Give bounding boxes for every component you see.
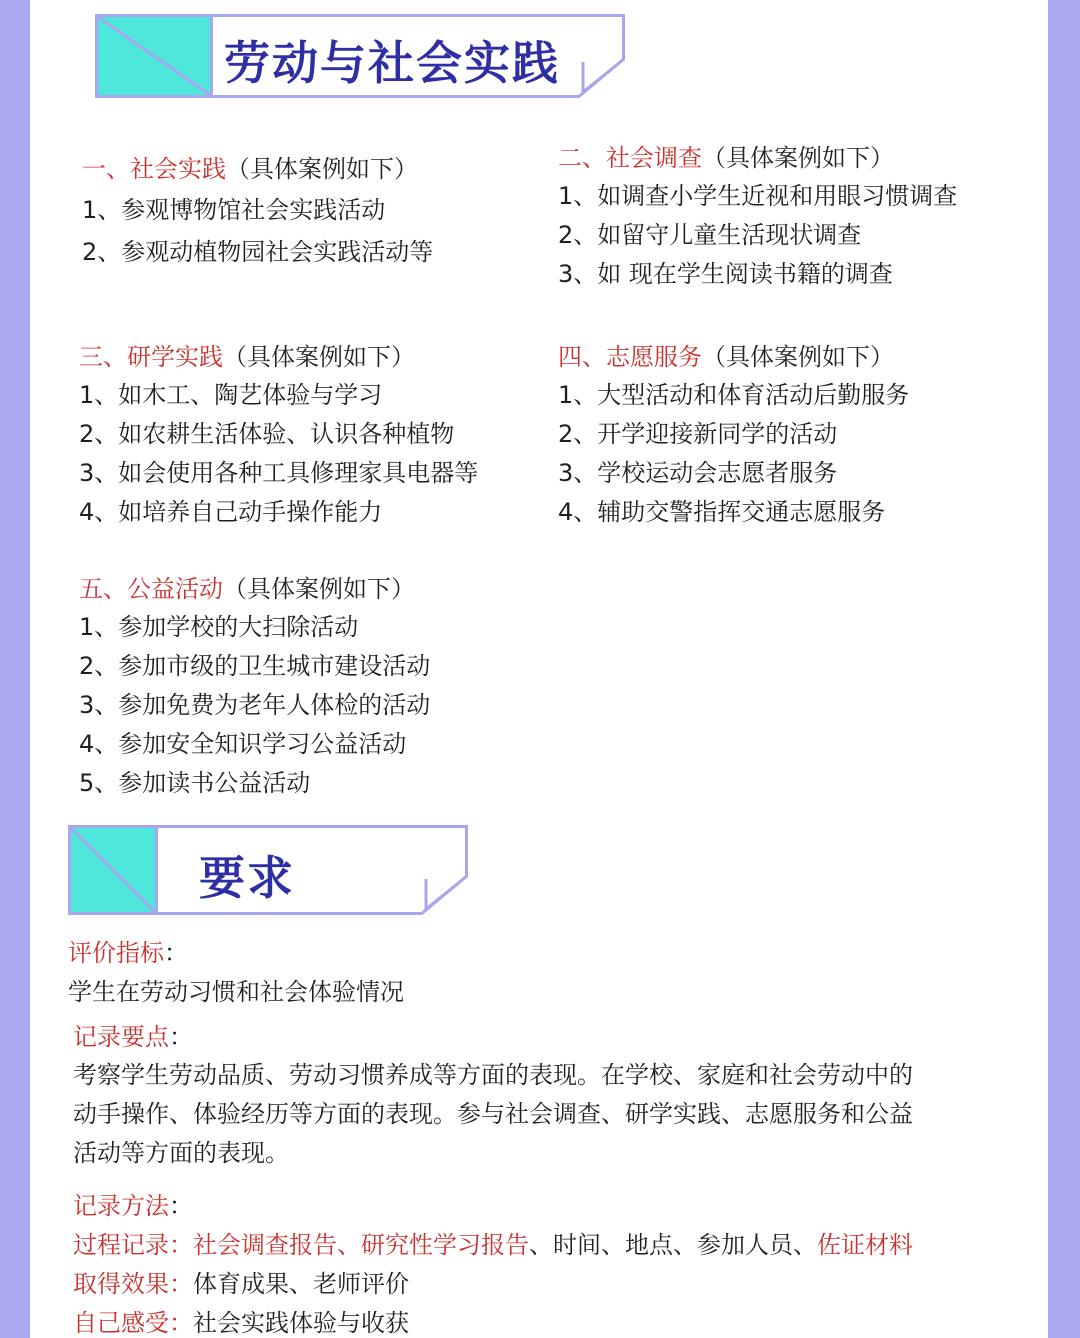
list-item: 1、如调查小学生近视和用眼习惯调查: [558, 182, 958, 210]
banner-fold-corner: [420, 875, 468, 915]
section-title: 五、公益活动（具体案例如下）: [79, 575, 415, 603]
list-item: 2、参观动植物园社会实践活动等: [82, 238, 434, 266]
section-title: 一、社会实践（具体案例如下）: [82, 155, 418, 183]
eval-label: 评价指标：: [68, 939, 188, 967]
page-title: 劳动与社会实践: [224, 36, 560, 90]
list-item: 1、参加学校的大扫除活动: [79, 613, 359, 641]
list-item: 2、开学迎接新同学的活动: [558, 420, 838, 448]
effect-line: 取得效果：体育成果、老师评价: [73, 1270, 409, 1298]
title-banner: [95, 14, 625, 98]
list-item: 3、如 现在学生阅读书籍的调查: [558, 260, 893, 288]
list-item: 3、参加免费为老年人体检的活动: [79, 691, 431, 719]
list-item: 2、如农耕生活体验、认识各种植物: [79, 420, 455, 448]
list-item: 2、如留守儿童生活现状调查: [558, 221, 862, 249]
section-title: 四、志愿服务（具体案例如下）: [558, 343, 894, 371]
banner-teal-block: [98, 17, 213, 95]
list-item: 4、参加安全知识学习公益活动: [79, 730, 407, 758]
requirements-banner: [68, 825, 468, 915]
feeling-line: 自己感受：社会实践体验与收获: [73, 1309, 409, 1337]
list-item: 2、参加市级的卫生城市建设活动: [79, 652, 431, 680]
section-public-welfare: [79, 570, 430, 803]
list-item: 3、学校运动会志愿者服务: [558, 459, 838, 487]
section-title: 三、研学实践（具体案例如下）: [79, 343, 415, 371]
record-points-label: 记录要点：: [73, 1023, 193, 1051]
record-method-label: 记录方法：: [73, 1192, 193, 1220]
eval-text: 学生在劳动习惯和社会体验情况: [68, 978, 404, 1006]
banner-teal-block: [71, 828, 158, 912]
section-social-practice: [82, 150, 433, 272]
requirements-title: 要求: [199, 851, 295, 905]
list-item: 1、如木工、陶艺体验与学习: [79, 381, 383, 409]
section-social-survey: [558, 139, 957, 294]
list-item: 3、如会使用各种工具修理家具电器等: [79, 459, 479, 487]
banner-fold-corner: [577, 58, 625, 98]
section-volunteer-service: [558, 338, 909, 532]
list-item: 1、大型活动和体育活动后勤服务: [558, 381, 910, 409]
list-item: 4、辅助交警指挥交通志愿服务: [558, 498, 886, 526]
list-item: 1、参观博物馆社会实践活动: [82, 196, 386, 224]
process-record-line: 过程记录：社会调查报告、研究性学习报告、时间、地点、参加人员、佐证材料: [73, 1231, 913, 1259]
list-item: 4、如培养自己动手操作能力: [79, 498, 383, 526]
section-study-practice: [79, 338, 478, 532]
list-item: 5、参加读书公益活动: [79, 769, 311, 797]
record-points-text: 考察学生劳动品质、劳动习惯养成等方面的表现。在学校、家庭和社会劳动中的 动手操作、体验经历等方面的表现。参与社会调查、研学实践、志愿服务和公益 活动等方面的表现。: [73, 1061, 913, 1167]
section-title: 二、社会调查（具体案例如下）: [558, 144, 894, 172]
